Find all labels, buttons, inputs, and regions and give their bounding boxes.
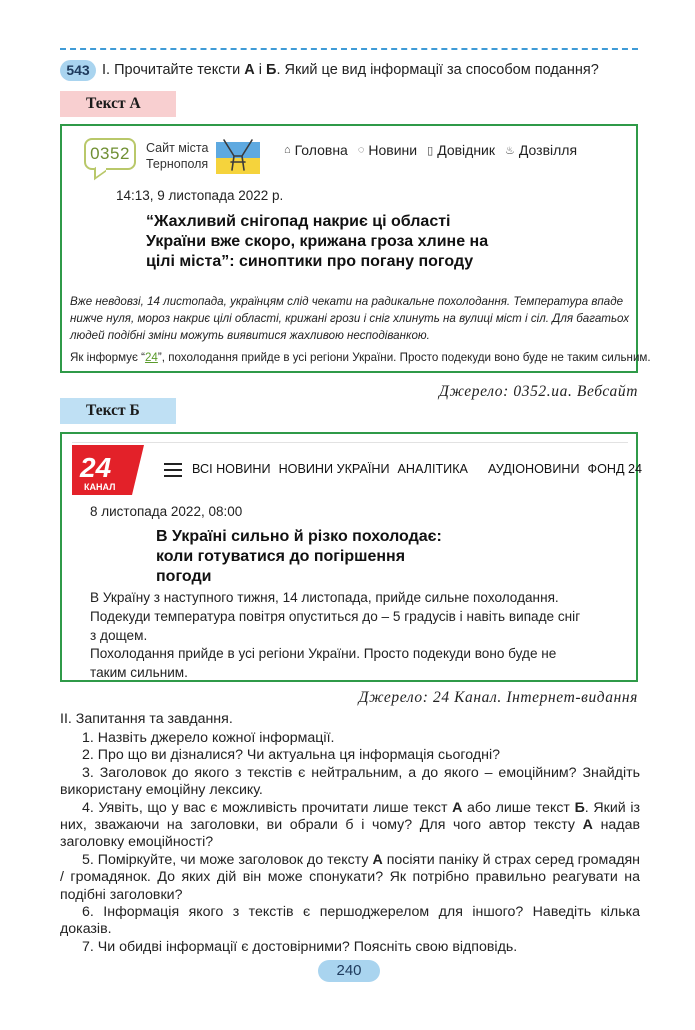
section-ii-heading: ІІ. Запитання та завдання. [60,711,233,727]
logo-word: КАНАЛ [84,482,116,492]
text-a-body: Вже невдовзі, 14 листопада, українцям слід чекати на радикальне похолодання. Температура впаде нижче нуля, мороз накриє цілі області, крижані грози і сніг хлинуть на вулиці міст і сіл. Для багатьох людей подібні зміни можуть виявитися жахливою несподіванкою. [70,295,630,342]
site-name: Сайт міста Тернополя [146,141,209,171]
nav-ukraine-news[interactable]: НОВИНИ УКРАЇНИ [278,462,390,476]
question-3: 3. Заголовок до якого з текстів є нейтральним, а до якого – емоційним? Знайдіть використану емоційну лексику. [60,764,640,799]
question-2: 2. Про що ви дізналися? Чи актуальна ця інформація сьогодні? [82,747,501,764]
text-a-frame [60,124,651,373]
question-5: 5. Поміркуйте, чи може заголовок до тексту А посіяти паніку й страх серед громадян / громадянок. До яких дій він може спонукати? Як потрібно правильно реагувати на подібні заголовки? [60,851,640,903]
task-instruction: І. Прочитайте тексти А і Б. Який це вид інформації за способом подання? [102,62,599,78]
text-a-date: 14:13, 9 листопада 2022 р. [116,188,284,203]
channel-24-logo[interactable] [72,445,144,495]
site-0352-logo[interactable]: 0352 [84,138,136,170]
home-icon: ⌂ [284,144,291,156]
chat-icon: ◌ [357,144,365,156]
nav-directory[interactable]: ▯ Довідник [427,142,496,158]
text-b-date: 8 листопада 2022, 08:00 [90,504,243,519]
task-number-badge: 543 [60,60,96,81]
logo-number: 24 [80,452,112,483]
nav-leisure[interactable]: ♨ Дозвілля [505,142,578,158]
nav-all-news[interactable]: ВСІ НОВИНИ [192,462,271,476]
page-number: 240 [318,960,380,982]
question-7: 7. Чи обидві інформації є достовірними? Поясніть свою відповідь. [82,938,518,955]
question-4: 4. Уявіть, що у вас є можливість прочитати лише текст А або лише текст Б. Який із них, зважаючи на заголовки, ви обрали б і чому? Для чого автор тексту А надав заголовку емоційності? [60,799,640,851]
nav-audio-news[interactable]: АУДІОНОВИНИ [487,462,580,476]
text-a-headline: “Жахливий снігопад накриє ці області України вже скоро, крижана гроза хлине на цілі міста”: синоптики про погану погоду [146,213,489,270]
question-6: 6. Інформація якого з текстів є першоджерелом для іншого? Наведіть кілька доказів. [60,904,640,938]
flag-hands-icon [214,136,262,178]
leisure-icon: ♨ [505,144,515,157]
text-b-source: Джерело: 24 Канал. Інтернет-видання [358,689,638,706]
nav-fund-24[interactable]: ФОНД 24 [587,462,643,476]
nav-news[interactable]: ◌ Новини [357,142,418,158]
text-b-label: Текст Б [60,398,176,424]
question-1: 1. Назвіть джерело кожної інформації. [82,730,335,746]
book-icon: ▯ [427,144,434,157]
text-b-body: В Україну з наступного тижня, 14 листопада, прийде сильне похолодання. Подекуди температура повітря опуститься до – 5 градусів і навіть випаде сніг з дощем. [90,590,581,643]
text-b-frame [60,432,643,682]
text-a-label: Текст А [60,91,176,117]
top-dashed-divider [60,48,638,50]
site-b-nav [192,462,642,476]
site-a-nav [284,142,577,158]
link-24[interactable]: 24 [144,351,158,364]
nav-analytics[interactable]: АНАЛІТИКА [397,462,468,476]
text-b-footnote: Похолодання прийде в усі регіони України. Просто подекуди воно буде не таким сильним. [90,646,557,680]
hamburger-menu-icon[interactable] [164,463,182,477]
text-b-headline: В Україні сильно й різко похолодає: коли готуватися до погіршення погоди [156,528,442,585]
questions-list [60,730,640,956]
nav-home[interactable]: ⌂ Головна [284,142,348,158]
text-a-footnote: Як інформує “24”, похолодання прийде в усі регіони України. Просто подекуди воно буде не таким сильним. [70,351,651,364]
header-divider [72,442,628,443]
text-a-source: Джерело: 0352.иа. Вебсайт [439,383,638,400]
